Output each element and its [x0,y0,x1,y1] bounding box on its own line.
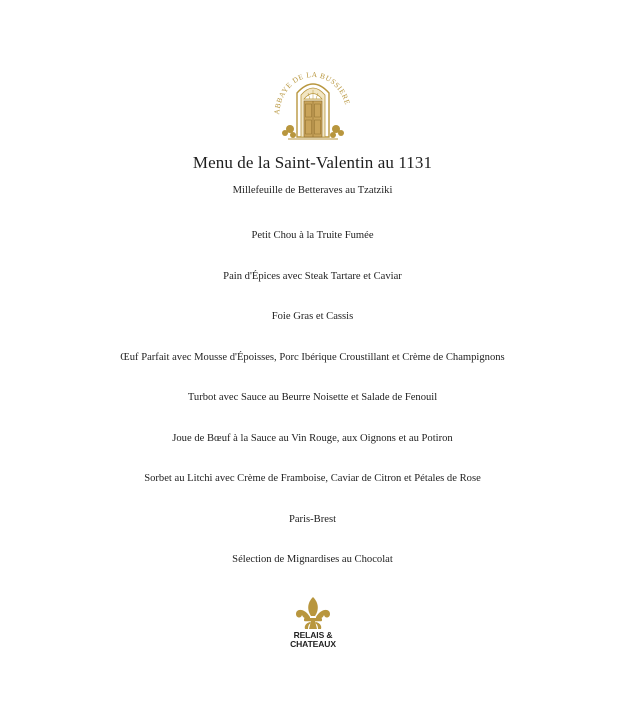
course-item: Petit Chou à la Truite Fumée [251,230,374,241]
course-item: Joue de Bœuf à la Sauce au Vin Rouge, aux Oignons et au Potiron [172,432,453,444]
brand-line-2: CHATEAUX [290,639,336,649]
course-item: Œuf Parfait avec Mousse d'Époisses, Porc Ibérique Croustillant et Crème de Champignons [120,351,505,363]
course-item: Millefeuille de Betteraves au Tzatziki [232,185,393,196]
course-item: Sorbet au Litchi avec Crème de Framboise, Caviar de Citron et Pétales de Rose [144,473,481,484]
course-item: Turbot avec Sauce au Beurre Noisette et Salade de Fenouil [187,392,438,403]
course-item: Sélection de Mignardises au Chocolat [232,554,393,565]
course-list [0,185,625,595]
menu-title: Menu de la Saint-Valentin au 1131 [192,153,433,172]
svg-text:ABBAYE DE LA BUSSIERE: ABBAYE DE LA BUSSIERE [272,69,353,115]
course-item: Paris-Brest [288,513,337,525]
brand-line-1: RELAIS & [293,630,333,640]
abbey-door-emblem-icon [270,55,356,145]
relais-chateaux-logo [278,596,348,658]
abbey-logo [270,55,356,145]
brand-wordmark [278,631,348,649]
course-item: Foie Gras et Cassis [271,311,354,322]
course-item: Pain d'Épices avec Steak Tartare et Caviar [223,270,402,282]
fleur-de-lis-icon [293,596,333,630]
